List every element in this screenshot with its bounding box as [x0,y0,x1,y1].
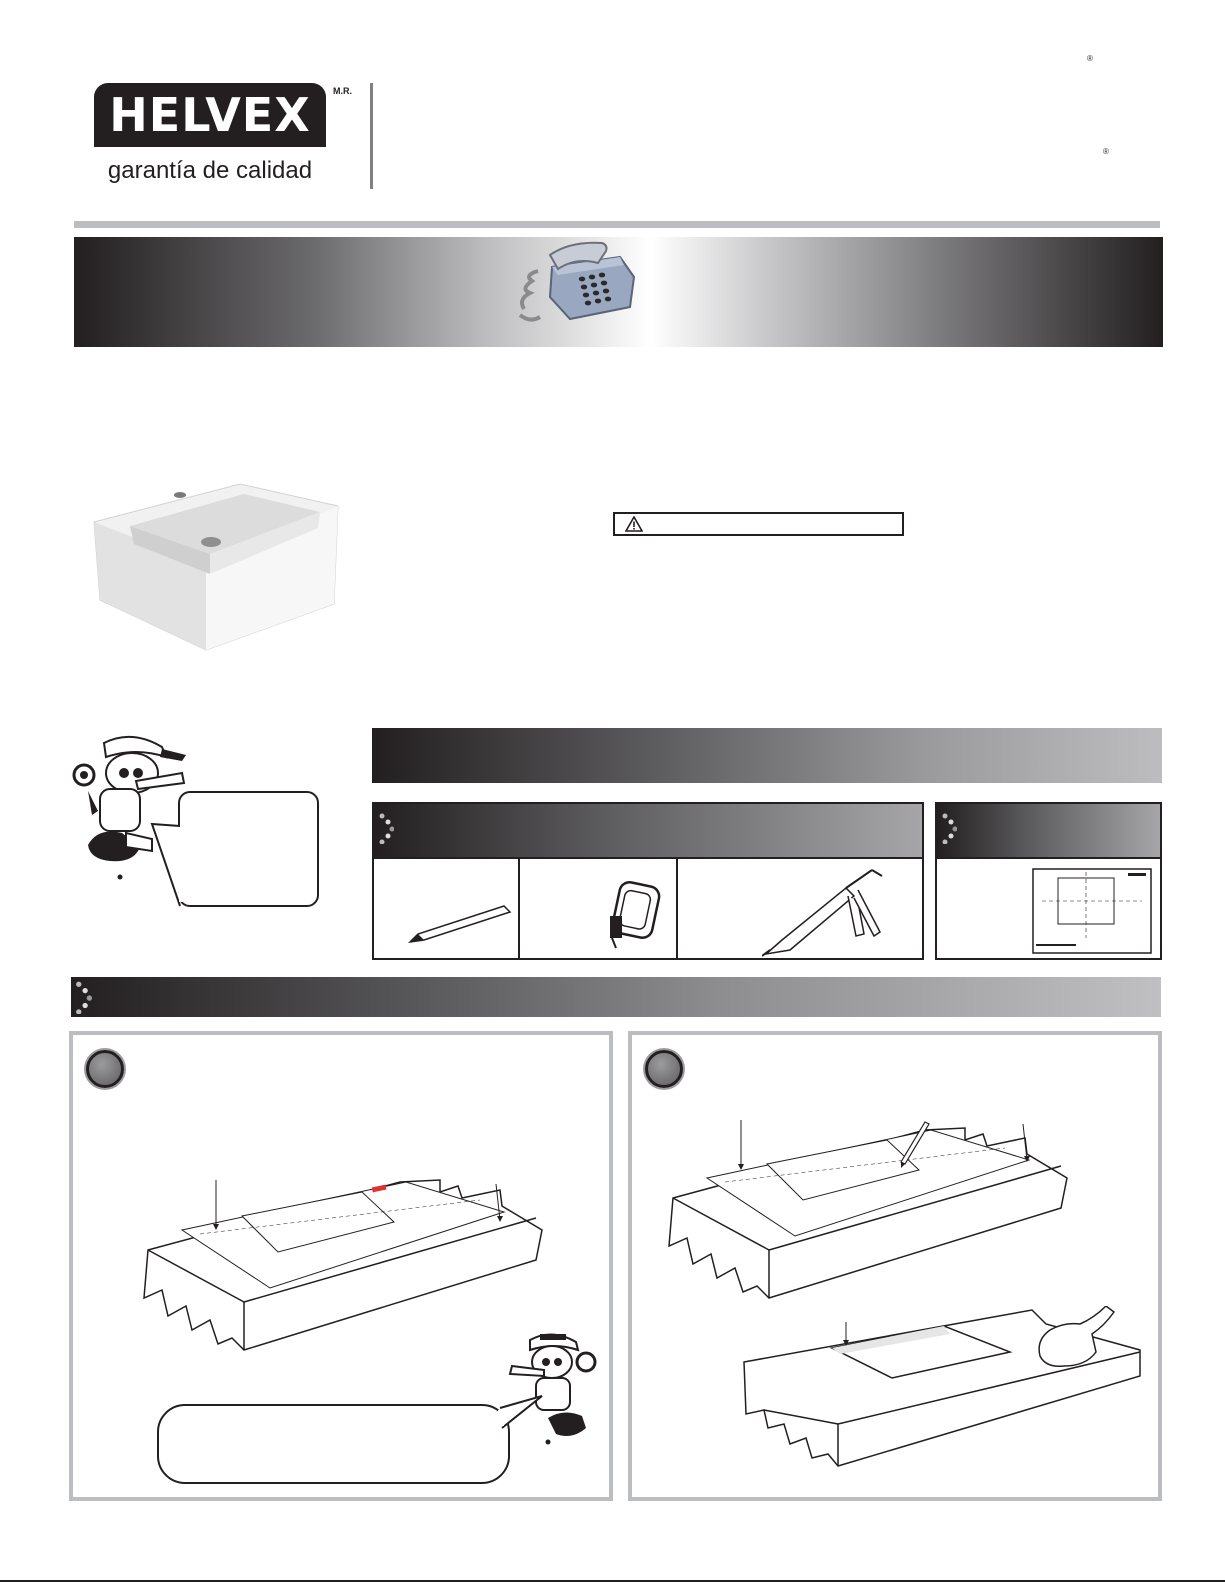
tip-speech-bubble [157,1404,510,1484]
countertop-template-illustration [140,1170,550,1370]
brand-tagline: garantía de calidad [107,157,313,184]
bullet-dots-icon [74,980,92,1014]
brand-mark: M.R. [333,86,352,96]
warning-triangle-icon [625,516,643,532]
installation-steps-bar [71,977,1161,1017]
bullet-dots-icon [378,812,394,844]
tape-measure-icon [604,876,664,954]
brand-logo: HELVEX [109,88,311,142]
page-bottom-rule [0,1580,1225,1582]
speech-bubble-tail [150,820,184,910]
registered-mark: ® [1103,147,1109,156]
caulk-gun-icon [762,866,892,958]
step-1-number-badge [86,1050,124,1088]
cell-divider [518,859,520,958]
header-divider [370,83,373,189]
telephone-icon [512,237,647,327]
warning-box [613,512,904,536]
mascot-speech-bubble [178,791,319,907]
cut-template-icon [1032,868,1152,954]
section-header-bar [372,728,1162,783]
pencil-icon [408,904,512,946]
tools-panel-header [374,804,922,857]
washbasin-image [90,482,340,652]
countertop-marking-illustration [665,1118,1075,1308]
registered-mark: ® [1087,54,1093,63]
template-panel-header [937,804,1160,857]
template-panel [935,802,1162,960]
step-2-number-badge [645,1050,683,1088]
panel-divider [374,857,922,859]
bullet-dots-icon [941,812,957,844]
speech-bubble-tail [496,1394,546,1434]
header-rule [74,221,1160,228]
cell-divider [676,859,678,958]
panel-divider [937,857,1160,859]
countertop-cutout-illustration [740,1306,1150,1476]
tools-panel [372,802,924,960]
